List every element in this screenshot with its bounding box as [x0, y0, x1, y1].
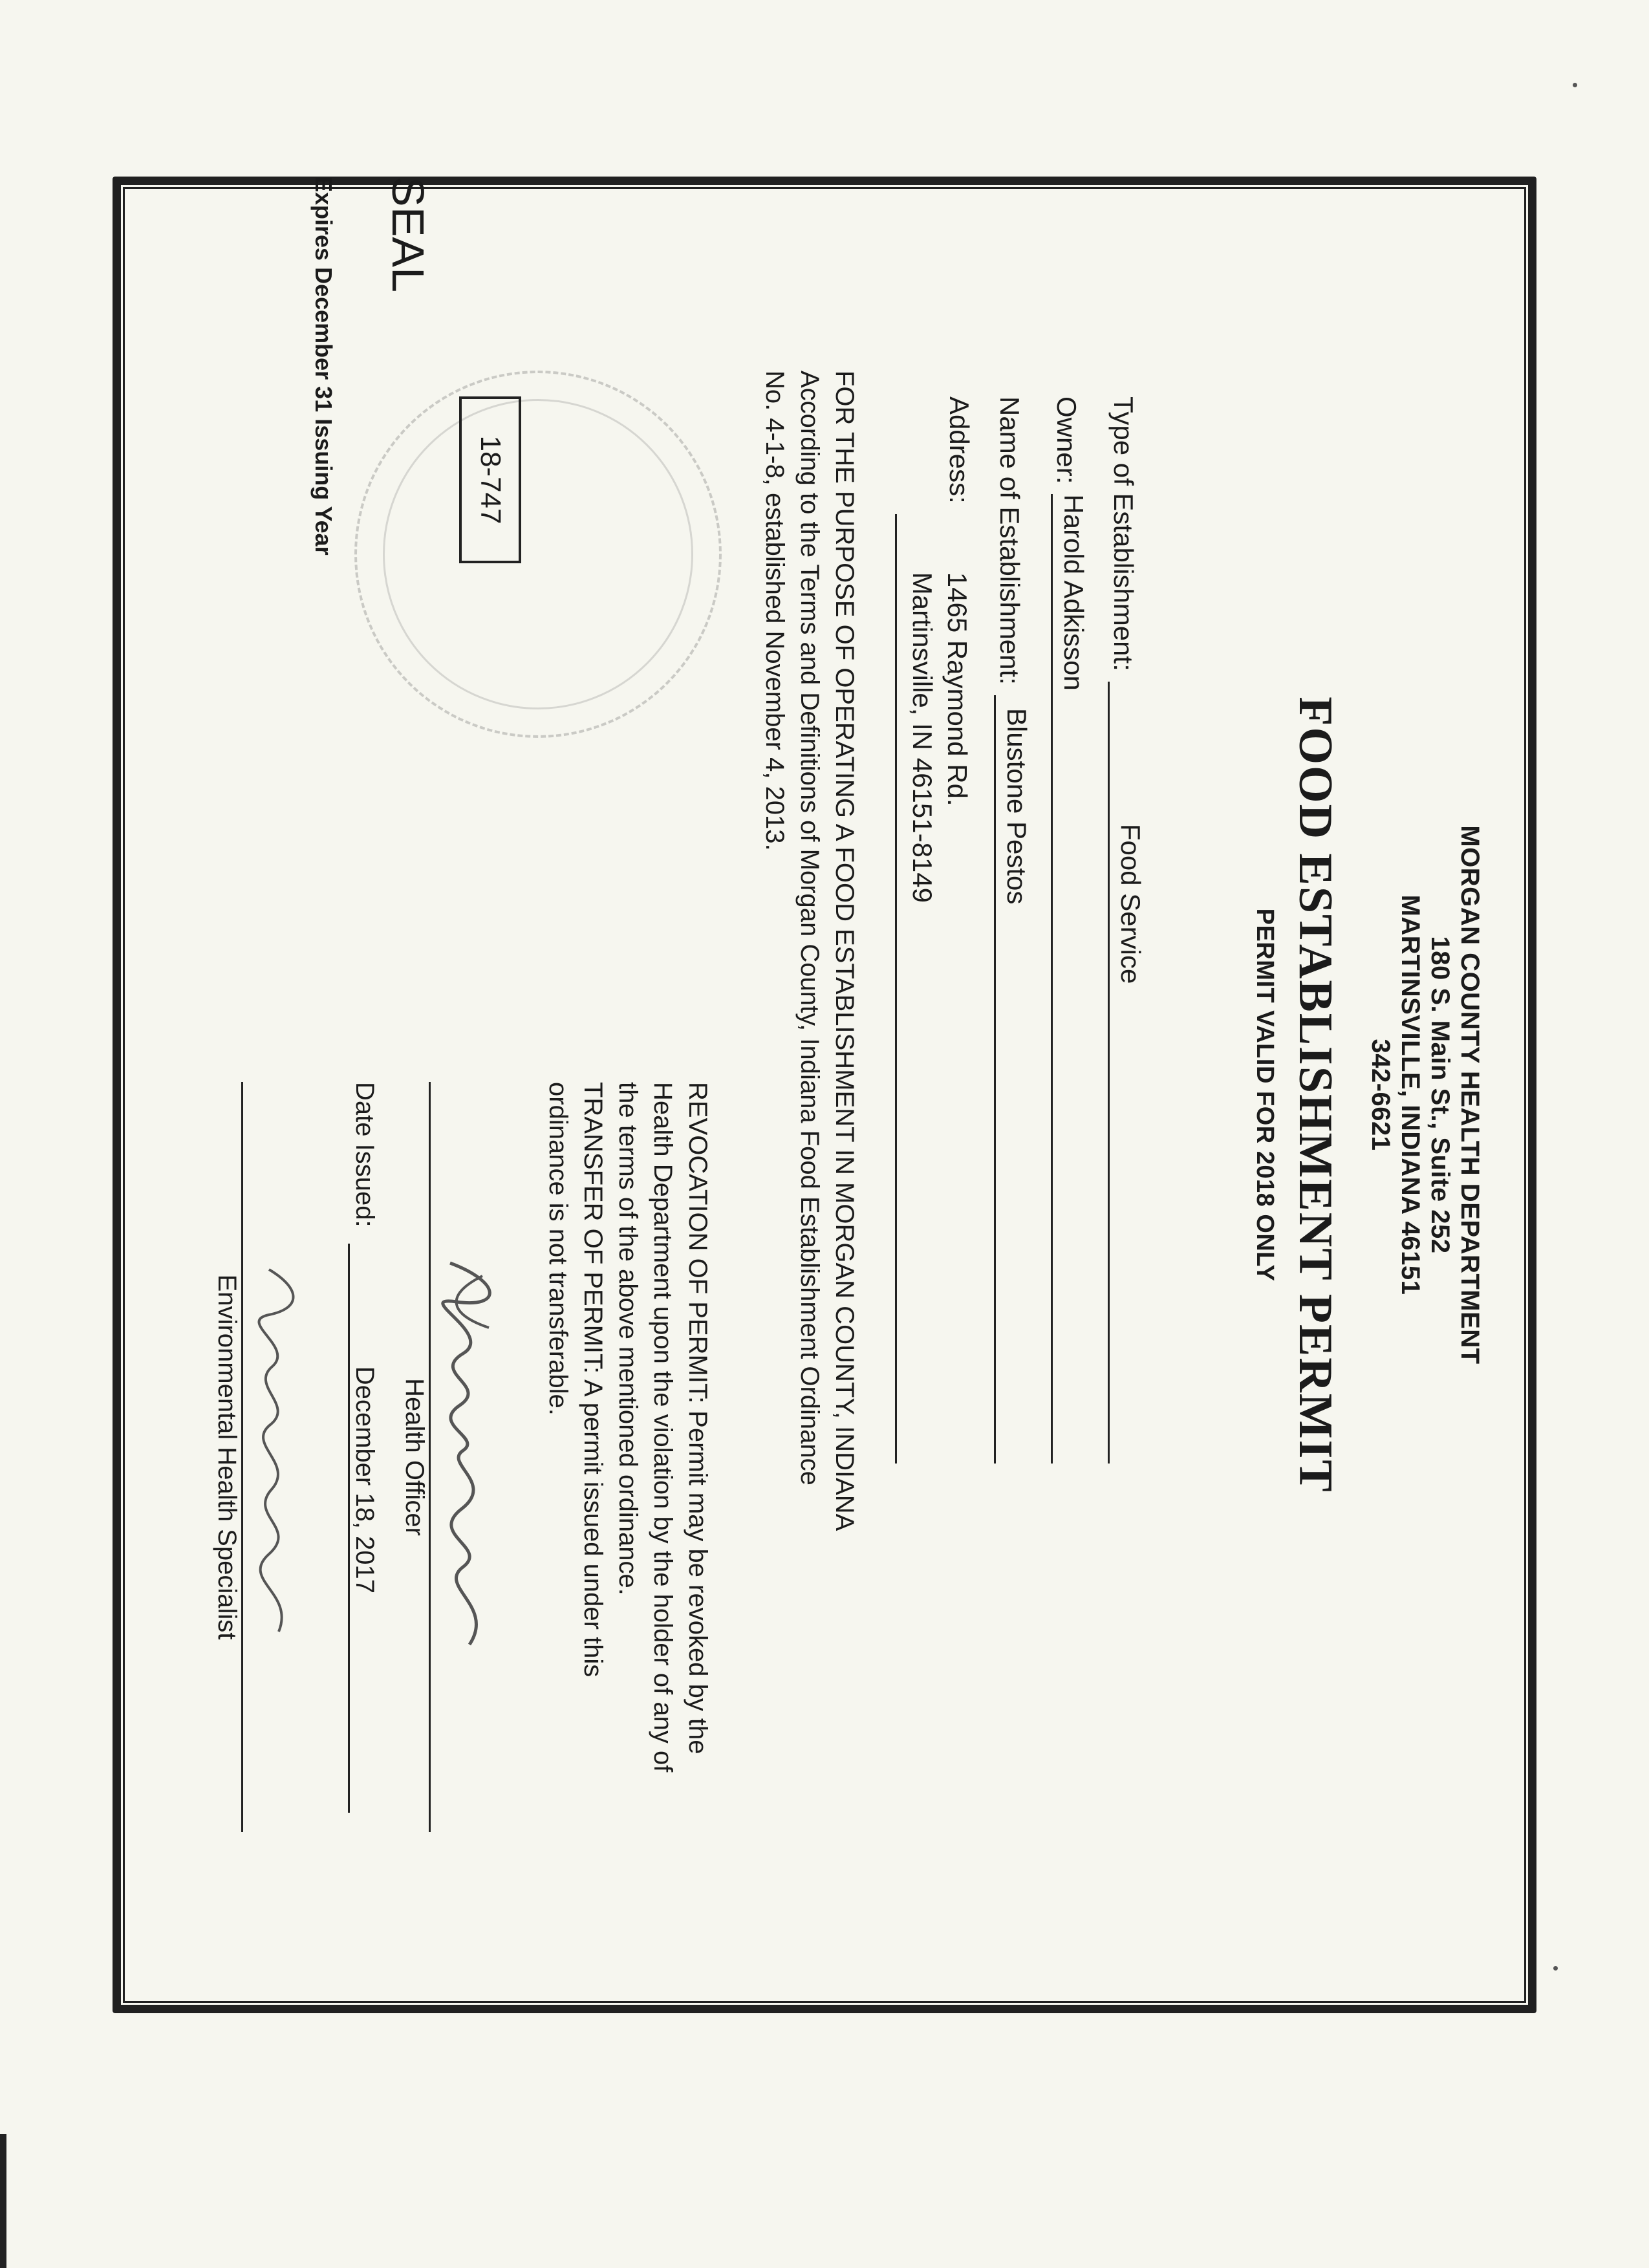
owner-label: Owner:: [1051, 396, 1082, 484]
department-phone: 342-6621: [1366, 1039, 1395, 1151]
expiration-note: Expires December 31 Issuing Year: [310, 177, 337, 556]
address-line1: 1465 Raymond Rd.: [942, 572, 973, 806]
permit-fields: [878, 396, 1165, 1463]
permit-header: [1251, 177, 1485, 2013]
revocation-line: Health Department upon the violation by the holder of any of: [649, 1082, 677, 1773]
date-issued-label: Date Issued:: [350, 1082, 379, 1227]
scan-speck: [1553, 1966, 1558, 1971]
specialist-block: [212, 1082, 314, 1832]
revocation-line: TRANSFER OF PERMIT: A permit issued under this: [579, 1082, 607, 1678]
embossed-seal: [354, 371, 722, 738]
field-row-address: [878, 396, 994, 1463]
purpose-statement: [757, 371, 862, 1826]
department-city: MARTINSVILLE, INDIANA 46151: [1396, 894, 1425, 1295]
address-line2: Martinsville, IN 46151-8149: [907, 572, 938, 903]
owner-value: Harold Adkisson: [1059, 494, 1089, 691]
health-officer-line: [429, 1082, 431, 1832]
type-value: Food Service: [1116, 823, 1146, 984]
health-officer-label: Health Officer: [400, 1378, 429, 1536]
specialist-label: Environmental Health Specialist: [213, 1274, 241, 1640]
department-street: 180 S. Main St., Suite 252: [1426, 936, 1454, 1254]
date-issued-value: December 18, 2017: [348, 1244, 379, 1813]
specialist-line: [241, 1082, 243, 1832]
health-officer-block: [400, 1082, 508, 1832]
field-row-type: [1108, 396, 1165, 1463]
purpose-line: No. 4-1-8, established November 4, 2013.: [760, 371, 789, 851]
field-row-name: [994, 396, 1051, 1463]
purpose-line: FOR THE PURPOSE OF OPERATING A FOOD ESTABLISHMENT IN MORGAN COUNTY, INDIANA: [830, 371, 859, 1531]
seal-label: SEAL: [383, 177, 433, 292]
date-issued-block: [348, 1082, 379, 1832]
establishment-name-value: Blustone Pestos: [1002, 707, 1032, 905]
health-officer-signature: [437, 1257, 508, 1658]
revocation-line: REVOCATION OF PERMIT: Permit may be revoked by the: [684, 1082, 712, 1755]
revocation-statement: [541, 1082, 715, 1826]
address-label: Address:: [944, 396, 975, 504]
field-row-owner: [1051, 396, 1108, 1463]
specialist-signature: [250, 1257, 314, 1658]
permit-document: [113, 177, 1536, 2013]
scan-speck: [1573, 83, 1577, 87]
type-label: Type of Establishment:: [1108, 396, 1139, 671]
scan-edge-mark: [0, 2134, 6, 2268]
permit-number: 18-747: [459, 396, 521, 563]
revocation-line: the terms of the above mentioned ordinance.: [614, 1082, 642, 1595]
purpose-line: According to the Terms and Definitions of Morgan County, Indiana Food Establishment Ordinance: [795, 371, 824, 1485]
permit-title: FOOD ESTABLISHMENT PERMIT: [1289, 697, 1342, 1493]
permit-validity: PERMIT VALID FOR 2018 ONLY: [1251, 908, 1278, 1282]
revocation-line: ordinance is not transferable.: [544, 1082, 572, 1416]
establishment-name-label: Name of Establishment:: [995, 396, 1025, 685]
department-name: MORGAN COUNTY HEALTH DEPARTMENT: [1456, 825, 1484, 1365]
